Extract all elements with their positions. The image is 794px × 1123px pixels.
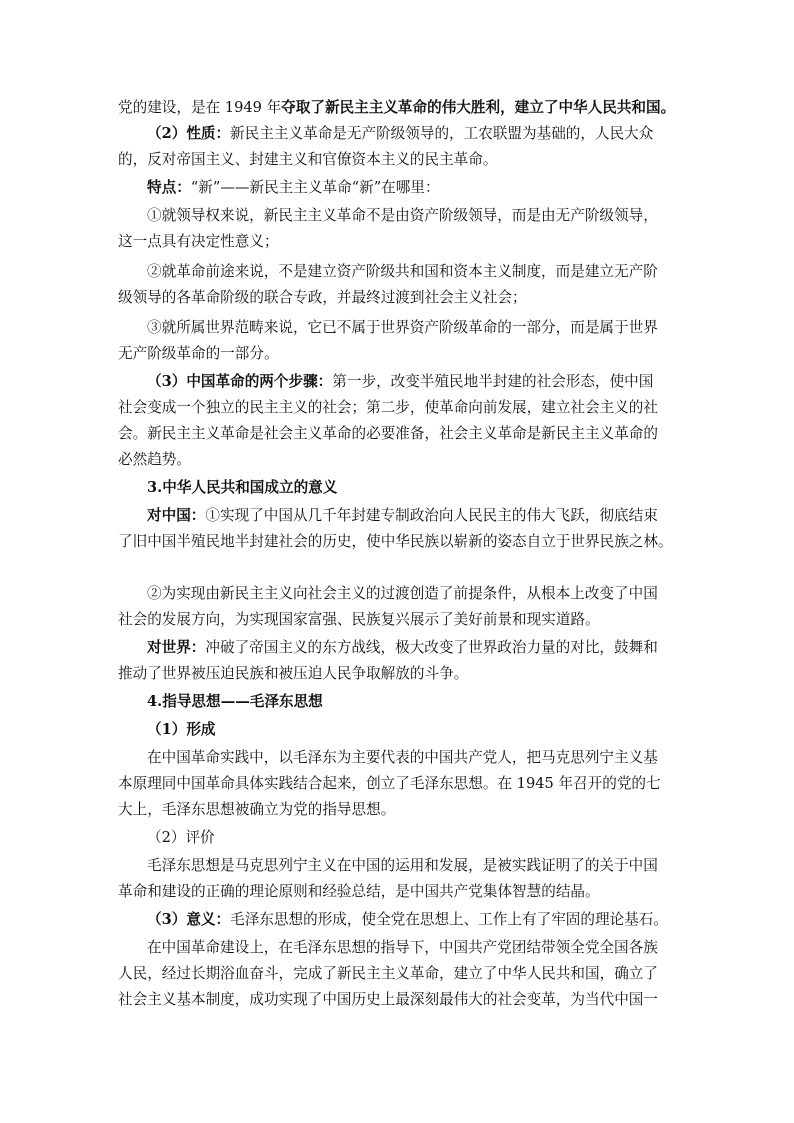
paragraph-line: 会。新民主主义革命是社会主义革命的必要准备，社会主义革命是新民主主义革命的 bbox=[118, 425, 658, 442]
paragraph-line: 社会的发展方向，为实现国家富强、民族复兴展示了美好前景和现实道路。 bbox=[118, 611, 600, 628]
text-run: 党的建设，是在 1949 年 bbox=[118, 99, 282, 116]
subheading-feature: 特点： bbox=[147, 179, 191, 196]
subheading-evaluation: （2）评价 bbox=[147, 829, 215, 846]
paragraph-line: ②就革命前途来说，不是建立资产阶级共和国和资本主义制度，而是建立无产阶 bbox=[147, 263, 658, 280]
paragraph-line: 毛泽东思想是马克思列宁主义在中国的运用和发展，是被实践证明了的关于中国 bbox=[147, 857, 658, 874]
paragraph-line: 社会变成一个独立的民主主义的社会；第二步，使革命向前发展，建立社会主义的社 bbox=[118, 399, 658, 416]
paragraph-line: 社会主义基本制度，成功实现了中国历史上最深刻最伟大的社会变革，为当代中国一 bbox=[118, 991, 658, 1008]
paragraph-line: ③就所属世界范畴来说，它已不属于世界资产阶级革命的一部分，而是属于世界 bbox=[147, 319, 658, 336]
text-run: “新”——新民主主义革命“新”在哪里： bbox=[190, 179, 440, 196]
paragraph-line: 级领导的各革命阶级的联合专政，并最终过渡到社会主义社会； bbox=[118, 289, 527, 306]
text-run: 第一步，改变半殖民地半封建的社会形态，使中国 bbox=[332, 373, 654, 390]
paragraph-line: 在中国革命建设上，在毛泽东思想的指导下，中国共产党团结带领全党全国各族 bbox=[147, 939, 658, 956]
paragraph-line: 这一点具有决定性意义； bbox=[118, 233, 279, 250]
feature-line bbox=[147, 178, 440, 198]
text-run: 冲破了帝国主义的东方战线，极大改变了世界政治力量的对比，鼓舞和 bbox=[205, 639, 658, 656]
section-property-line bbox=[147, 124, 653, 144]
paragraph-line: ②为实现由新民主主义向社会主义的过渡创造了前提条件，从根本上改变了中国 bbox=[147, 585, 658, 602]
paragraph-line: ①就领导权来说，新民主主义革命不是由资产阶级领导，而是由无产阶级领导， bbox=[147, 207, 658, 224]
text-run: ①实现了中国从几千年封建专制政治向人民民主的伟大飞跃，彻底结束 bbox=[205, 507, 658, 524]
text-run: 毛泽东思想的形成，使全党在思想上、工作上有了牢固的理论基石。 bbox=[230, 911, 668, 928]
subheading-property: （2）性质： bbox=[147, 125, 231, 142]
paragraph-line: 了旧中国半殖民地半封建社会的历史，使中华民族以崭新的姿态自立于世界民族之林。 bbox=[118, 533, 673, 550]
subheading-china: 对中国： bbox=[147, 507, 206, 524]
paragraph-line: 在中国革命实践中，以毛泽东为主要代表的中国共产党人，把马克思列宁主义基 bbox=[147, 749, 658, 766]
paragraph-line: 本原理同中国革命具体实践结合起来，创立了毛泽东思想。在 1945 年召开的党的七 bbox=[118, 775, 661, 792]
text-run: 新民主主义革命是无产阶级领导的，工农联盟为基础的，人民大众 bbox=[230, 125, 654, 142]
paragraph-line: 推动了世界被压迫民族和被压迫人民争取解放的斗争。 bbox=[118, 665, 469, 682]
emphasis-text: 夺取了新民主主义革命的伟大胜利，建立了中华人民共和国。 bbox=[281, 99, 676, 116]
significance-world-line bbox=[147, 638, 658, 658]
subheading-steps: （3）中国革命的两个步骤： bbox=[147, 373, 333, 390]
paragraph-line: 无产阶级革命的一部分。 bbox=[118, 345, 279, 362]
paragraph-line: 的，反对帝国主义、封建主义和官僚资本主义的民主革命。 bbox=[118, 151, 498, 168]
significance-china-line bbox=[147, 506, 658, 526]
section-heading: 3.中华人民共和国成立的意义 bbox=[147, 479, 338, 496]
paragraph-line: 大上，毛泽东思想被确立为党的指导思想。 bbox=[118, 801, 396, 818]
paragraph-line: 人民，经过长期浴血奋斗，完成了新民主主义革命，建立了中华人民共和国，确立了 bbox=[118, 965, 658, 982]
subheading-significance: （3）意义： bbox=[147, 911, 231, 928]
significance-line bbox=[147, 910, 668, 930]
paragraph-line: 必然趋势。 bbox=[118, 451, 191, 468]
paragraph-line: 革命和建设的正确的理论原则和经验总结，是中国共产党集体智慧的结晶。 bbox=[118, 883, 600, 900]
subheading-world: 对世界： bbox=[147, 639, 206, 656]
paragraph-line bbox=[118, 98, 675, 118]
subheading-formation: （1）形成 bbox=[147, 721, 216, 738]
steps-line bbox=[147, 372, 653, 392]
section-heading: 4.指导思想——毛泽东思想 bbox=[147, 693, 323, 710]
